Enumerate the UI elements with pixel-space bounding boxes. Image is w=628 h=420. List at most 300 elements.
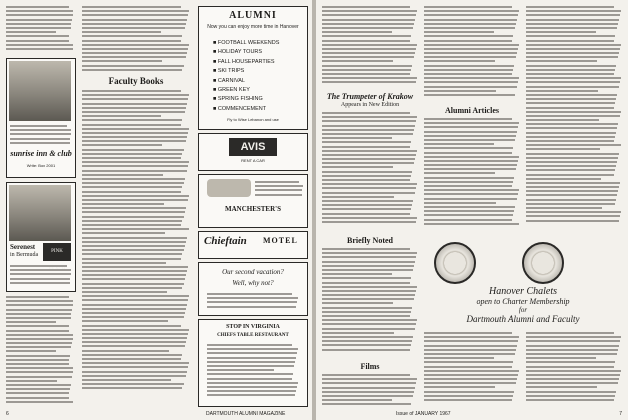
text-line	[82, 170, 187, 172]
text-line	[6, 19, 72, 21]
text-line	[424, 185, 512, 187]
bermuda-ad-copy	[10, 265, 72, 287]
text-line	[526, 370, 621, 372]
alumni-ad-item: ■ COMMENCEMENT	[213, 105, 267, 112]
alumni-ad-item: ■ GREEN KEY	[213, 87, 250, 94]
text-line	[424, 69, 513, 71]
text-line	[526, 349, 618, 351]
photo-ad-footer: Write: Box 2001	[26, 163, 56, 168]
text-line	[424, 189, 519, 191]
text-line	[207, 369, 274, 371]
text-line	[526, 52, 619, 54]
dartmouth-seal-2	[522, 242, 564, 284]
text-line	[6, 317, 71, 319]
text-line	[322, 69, 411, 71]
text-line	[526, 86, 619, 88]
text-line	[322, 290, 416, 292]
text-line	[6, 27, 71, 29]
text-line	[526, 132, 616, 134]
left-folio: 6	[6, 411, 9, 417]
text-line	[424, 131, 517, 133]
trumpeter-heading: The Trumpeter of Krakow	[326, 92, 414, 101]
text-line	[322, 403, 411, 405]
text-line	[322, 332, 394, 334]
text-line	[6, 330, 69, 332]
text-line	[322, 10, 417, 12]
text-line	[322, 183, 417, 185]
text-line	[322, 187, 416, 189]
text-line	[526, 395, 615, 397]
text-line	[322, 129, 414, 131]
text-line	[424, 77, 519, 79]
text-line	[526, 220, 619, 222]
text-line	[82, 52, 187, 54]
text-line	[82, 333, 188, 335]
text-line	[6, 313, 71, 315]
text-line	[322, 311, 411, 313]
text-line	[424, 374, 518, 376]
stop-in-virginia: STOP IN VIRGINIA	[226, 324, 280, 330]
text-line	[82, 266, 188, 268]
text-line	[424, 81, 518, 83]
faculty-books-text	[82, 90, 190, 408]
alumni-ad-footer: Fly to Wise Lebanon and use	[227, 117, 279, 122]
text-line	[82, 90, 181, 92]
text-line	[82, 304, 187, 306]
right-folio: 7	[619, 411, 622, 417]
text-line	[322, 252, 417, 254]
text-line	[526, 161, 617, 163]
text-line	[424, 399, 512, 401]
text-line	[82, 35, 182, 37]
text-line	[526, 186, 619, 188]
text-line	[526, 23, 618, 25]
text-line	[10, 282, 70, 284]
text-line	[424, 219, 512, 221]
alumni-ad-item: ■ SKI TRIPS	[213, 68, 245, 75]
text-line	[82, 23, 186, 25]
text-line	[424, 14, 518, 16]
text-line	[424, 23, 516, 25]
chalets-line-1: Hanover Chalets	[488, 286, 558, 297]
text-line	[322, 162, 414, 164]
text-line	[207, 394, 295, 396]
text-line	[322, 399, 392, 401]
left-column-text-bottom	[6, 296, 74, 408]
text-line	[322, 77, 417, 79]
text-line	[82, 153, 182, 155]
text-line	[6, 397, 69, 399]
text-line	[10, 138, 70, 140]
text-line	[82, 19, 187, 21]
text-line	[82, 232, 165, 234]
text-line	[6, 300, 73, 302]
chalets-line-3: for	[518, 306, 528, 314]
text-line	[255, 181, 299, 183]
text-line	[82, 27, 185, 29]
alumni-ad-item: ■ FOOTBALL WEEKENDS	[213, 40, 280, 46]
text-line	[82, 354, 182, 356]
text-line	[322, 81, 416, 83]
text-line	[322, 133, 413, 135]
text-line	[526, 194, 617, 196]
text-line	[526, 123, 618, 125]
chieftain-logo: Chieftain	[204, 235, 247, 247]
text-line	[424, 378, 517, 380]
briefly-noted-text	[322, 248, 418, 358]
text-line	[424, 164, 517, 166]
text-line	[82, 371, 187, 373]
text-line	[322, 35, 411, 37]
left-page	[0, 0, 312, 420]
text-line	[526, 378, 619, 380]
text-line	[424, 193, 518, 195]
text-line	[526, 211, 621, 213]
text-line	[322, 256, 416, 258]
avis-logo: AVIS	[229, 138, 277, 156]
text-line	[322, 112, 410, 114]
text-line	[526, 69, 615, 71]
text-line	[322, 248, 410, 250]
text-line	[424, 349, 516, 351]
text-line	[207, 361, 295, 363]
text-line	[322, 261, 415, 263]
text-line	[424, 386, 495, 388]
text-line	[82, 124, 181, 126]
text-line	[322, 146, 410, 148]
text-line	[322, 179, 410, 181]
text-line	[82, 237, 187, 239]
text-line	[526, 14, 620, 16]
text-line	[82, 345, 185, 347]
alumni-ad-item: ■ HOLIDAY TOURS	[213, 49, 263, 56]
text-line	[6, 309, 72, 311]
text-line	[322, 6, 410, 8]
text-line	[82, 199, 188, 201]
text-line	[207, 390, 296, 392]
text-line	[526, 44, 621, 46]
text-line	[6, 35, 69, 37]
text-line	[424, 382, 516, 384]
text-line	[526, 215, 620, 217]
text-line	[526, 40, 614, 42]
text-line	[322, 286, 417, 288]
vacation-line-1: Our second vacation?	[222, 268, 284, 276]
text-line	[526, 203, 615, 205]
virginia-restaurant-ad	[198, 319, 308, 407]
chieftain-ad	[198, 231, 308, 259]
alumni-travel-ad	[198, 6, 308, 130]
text-line	[322, 150, 417, 152]
text-line	[424, 357, 494, 359]
text-line	[322, 192, 415, 194]
text-line	[82, 350, 169, 352]
text-line	[6, 384, 71, 386]
text-line	[322, 137, 392, 139]
sunrise-inn-heading: sunrise inn & club	[10, 149, 72, 158]
text-line	[322, 265, 414, 267]
text-line	[424, 94, 515, 96]
text-line	[6, 14, 73, 16]
text-line	[526, 366, 614, 368]
text-line	[6, 44, 73, 46]
text-line	[424, 168, 516, 170]
text-line	[207, 344, 292, 346]
chalets-headline	[424, 286, 622, 324]
text-line	[6, 392, 69, 394]
text-line	[424, 52, 517, 54]
text-line	[6, 367, 73, 369]
alumni-ad-title: ALUMNI	[229, 10, 277, 21]
text-line	[82, 31, 161, 33]
text-line	[82, 320, 168, 322]
left-running-footer: DARTMOUTH ALUMNI MAGAZINE	[206, 411, 286, 417]
text-line	[424, 27, 515, 29]
dartmouth-seal-1	[434, 242, 476, 284]
text-line	[10, 273, 71, 275]
pink-beach-sign: PINK	[43, 243, 71, 261]
text-line	[6, 321, 56, 323]
text-line	[322, 344, 411, 346]
bermuda-ad	[6, 182, 76, 292]
text-line	[424, 10, 519, 12]
text-line	[424, 135, 516, 137]
text-line	[10, 278, 70, 280]
serenest-label: Serenest	[10, 243, 36, 251]
text-line	[82, 161, 189, 163]
review-text-top	[82, 6, 190, 74]
text-line	[82, 98, 188, 100]
trumpeter-text	[322, 112, 418, 232]
text-line	[526, 345, 619, 347]
text-line	[6, 23, 71, 25]
vacation-ad	[198, 262, 308, 316]
col3-text	[526, 6, 622, 234]
text-line	[82, 191, 181, 193]
text-line	[6, 359, 69, 361]
car-illustration	[207, 179, 251, 197]
text-line	[82, 283, 184, 285]
text-line	[82, 258, 181, 260]
text-line	[424, 31, 494, 33]
bermuda-photo	[9, 185, 71, 241]
text-line	[424, 73, 512, 75]
text-line	[82, 362, 189, 364]
text-line	[322, 60, 393, 62]
text-line	[82, 195, 189, 197]
text-line	[82, 308, 186, 310]
text-line	[207, 365, 294, 367]
text-line	[6, 350, 56, 352]
in-bermuda-label: in Bermuda	[10, 252, 39, 258]
text-line	[526, 182, 620, 184]
text-line	[424, 35, 513, 37]
text-line	[526, 332, 614, 334]
text-line	[6, 346, 71, 348]
text-line	[526, 48, 620, 50]
text-line	[322, 204, 412, 206]
manchester-copy	[255, 181, 303, 201]
text-line	[6, 380, 57, 382]
text-line	[526, 178, 601, 180]
text-line	[424, 126, 518, 128]
text-line	[322, 328, 415, 330]
text-line	[526, 65, 616, 67]
text-line	[424, 210, 514, 212]
text-line	[424, 172, 495, 174]
text-line	[526, 73, 614, 75]
text-line	[255, 194, 302, 196]
text-line	[322, 282, 410, 284]
text-line	[424, 48, 518, 50]
text-line	[526, 60, 597, 62]
text-line	[526, 157, 618, 159]
text-line	[82, 299, 188, 301]
text-line	[526, 399, 614, 401]
text-line	[322, 208, 411, 210]
text-line	[6, 10, 73, 12]
text-line	[82, 65, 184, 67]
text-line	[207, 378, 292, 380]
text-line	[322, 273, 392, 275]
text-line	[526, 361, 615, 363]
text-line	[526, 374, 620, 376]
text-line	[322, 307, 412, 309]
text-line	[322, 158, 415, 160]
resort-photo-ad	[6, 58, 76, 178]
text-line	[424, 44, 519, 46]
alumni-articles-heading: Alumni Articles	[445, 106, 499, 115]
beach-photo	[9, 61, 71, 121]
text-line	[6, 342, 72, 344]
text-line	[82, 157, 181, 159]
text-line	[424, 147, 513, 149]
text-line	[526, 136, 615, 138]
text-line	[526, 165, 616, 167]
text-line	[10, 133, 71, 135]
text-line	[526, 31, 596, 33]
text-line	[82, 14, 188, 16]
text-line	[82, 366, 188, 368]
text-line	[207, 297, 298, 299]
text-line	[424, 332, 512, 334]
text-line	[6, 363, 69, 365]
text-line	[526, 353, 617, 355]
text-line	[424, 152, 512, 154]
avis-ad	[198, 133, 308, 171]
text-line	[526, 19, 619, 21]
text-line	[82, 316, 184, 318]
text-line	[424, 366, 512, 368]
text-line	[526, 81, 620, 83]
text-line	[82, 48, 188, 50]
text-line	[82, 178, 185, 180]
text-line	[82, 341, 186, 343]
text-line	[424, 139, 515, 141]
text-line	[82, 6, 181, 8]
text-line	[82, 211, 185, 213]
text-line	[82, 245, 185, 247]
text-line	[424, 90, 496, 92]
text-line	[6, 325, 69, 327]
text-line	[424, 177, 514, 179]
text-line	[82, 270, 187, 272]
text-line	[82, 56, 186, 58]
text-line	[322, 319, 417, 321]
text-line	[424, 340, 518, 342]
text-line	[526, 144, 621, 146]
text-line	[82, 375, 186, 377]
text-line	[82, 312, 185, 314]
text-line	[322, 56, 414, 58]
trumpeter-subheading: Appears in New Edition	[340, 102, 400, 108]
text-line	[526, 199, 616, 201]
films-heading: Films	[360, 362, 380, 371]
text-line	[6, 338, 73, 340]
text-line	[6, 304, 73, 306]
chalets-line-4: Dartmouth Alumni and Faculty	[466, 314, 580, 324]
text-line	[322, 395, 413, 397]
text-line	[82, 287, 182, 289]
text-line	[424, 391, 514, 393]
text-line	[6, 388, 70, 390]
films-text	[322, 374, 418, 410]
text-line	[82, 207, 186, 209]
text-line	[526, 391, 616, 393]
text-line	[322, 336, 413, 338]
text-line	[82, 140, 186, 142]
text-line	[82, 149, 184, 151]
text-line	[207, 306, 296, 308]
text-line	[322, 349, 410, 351]
text-line	[82, 40, 181, 42]
text-line	[322, 44, 417, 46]
text-line	[322, 52, 415, 54]
text-line	[322, 171, 412, 173]
text-line	[424, 143, 494, 145]
text-line	[82, 128, 189, 130]
text-line	[322, 120, 416, 122]
text-line	[6, 334, 73, 336]
text-line	[322, 221, 416, 223]
alumni-articles-text	[424, 118, 520, 234]
text-line	[526, 386, 597, 388]
chalets-copy-left	[424, 332, 520, 408]
text-line	[526, 336, 621, 338]
text-line	[82, 186, 182, 188]
text-line	[424, 206, 515, 208]
text-line	[6, 376, 72, 378]
text-line	[526, 98, 616, 100]
alumni-ad-item: ■ SPRING FISHING	[213, 96, 263, 103]
text-line	[526, 56, 618, 58]
vacation-line-2: Well, why not?	[232, 279, 274, 287]
chalets-copy-right	[526, 332, 622, 408]
text-line	[10, 129, 71, 131]
text-line	[82, 69, 182, 71]
text-line	[82, 182, 184, 184]
text-line	[322, 27, 413, 29]
text-line	[424, 395, 513, 397]
col2-text-top	[424, 6, 520, 102]
text-line	[424, 160, 518, 162]
text-line	[322, 340, 412, 342]
text-line	[322, 196, 394, 198]
right-running-footer: Issue of JANUARY 1967	[396, 411, 451, 417]
text-line	[424, 336, 519, 338]
text-line	[82, 136, 187, 138]
text-line	[82, 115, 161, 117]
